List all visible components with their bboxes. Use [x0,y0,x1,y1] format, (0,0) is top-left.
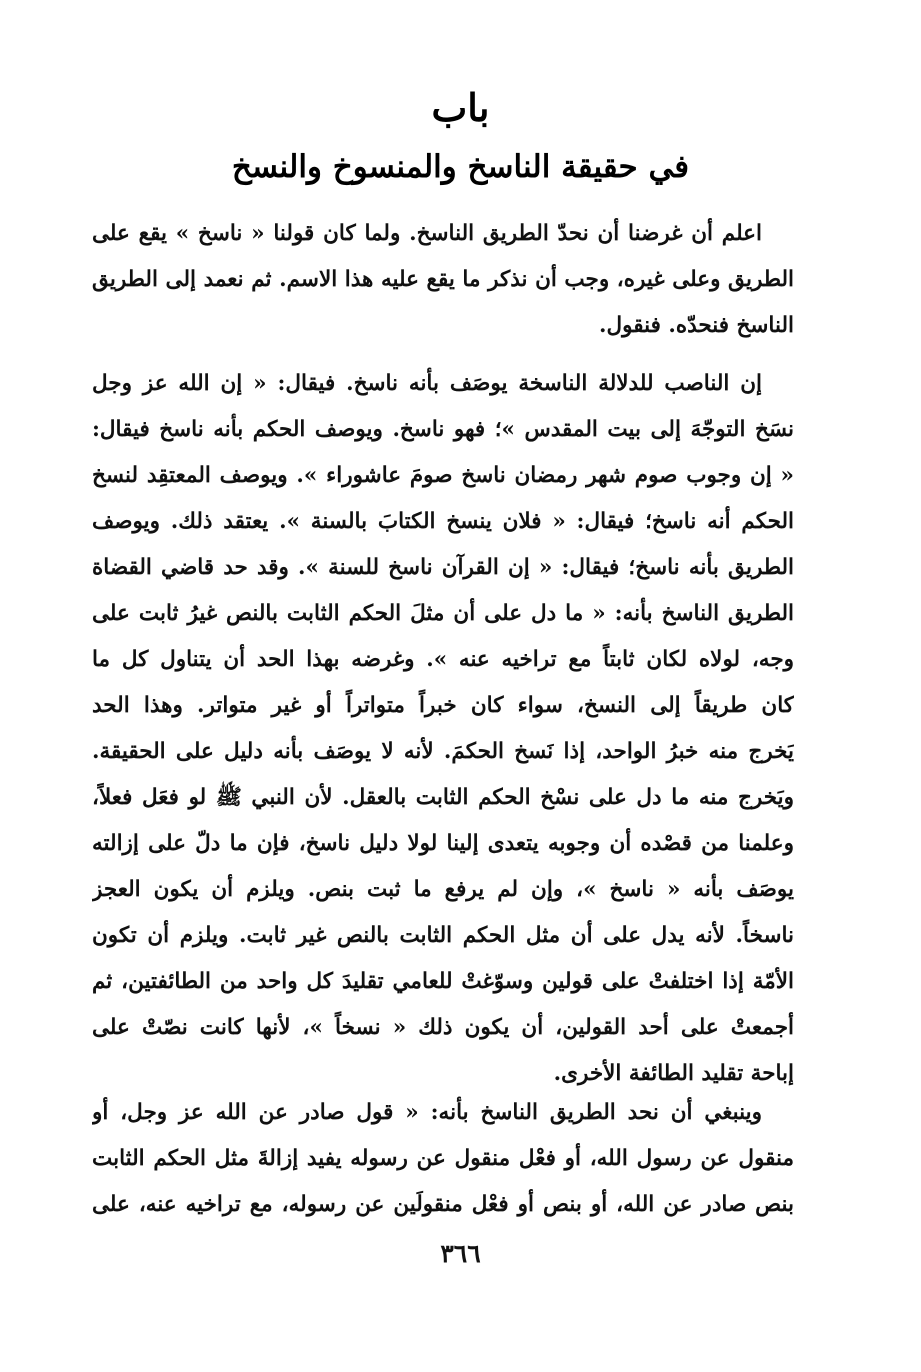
text-line: بنص صادر عن الله، أو بنص أو فعْل منقولَين عن رسوله، مع تراخيه عنه، على [92,1192,794,1217]
text-line: اعلم أن غرضنا أن نحدّ الطريق الناسخ. ولما كان قولنا « ناسخ » يقع على [92,221,762,246]
text-line: يوصَف بأنه « ناسخ »، وإن لم يرفع ما ثبت بنص. ويلزم أن يكون العجز [92,877,794,902]
text-line: نسَخ التوجّهَ إلى بيت المقدس »؛ فهو ناسخ. ويوصف الحكم بأنه ناسخ فيقال: [92,417,794,442]
text-line: « إن وجوب صوم شهر رمضان ناسخ صومَ عاشوراء ». ويوصف المعتقِد لنسخ [92,463,794,488]
text-line: إباحة تقليد الطائفة الأخرى. [553,1061,794,1086]
page-number: ٣٦٦ [440,1239,481,1268]
text-line: وجه، لولاه لكان ثابتاً مع تراخيه عنه ». وغرضه بهذا الحد أن يتناول كل ما [92,647,794,672]
text-line: يَخرج منه خبرُ الواحد، إذا نَسخ الحكمَ. لأنه لا يوصَف بأنه دليل على الحقيقة. [92,739,794,764]
text-line: الحكم أنه ناسخ؛ فيقال: « فلان ينسخ الكتابَ بالسنة ». يعتقد ذلك. ويوصف [92,509,794,534]
text-line: أجمعتْ على أحد القولين، أن يكون ذلك « نسخاً »، لأنها كانت نصّتْ على [92,1015,794,1040]
chapter-subtitle: في حقيقة الناسخ والمنسوخ والنسخ [231,149,690,185]
text-line: إن الناصب للدلالة الناسخة يوصَف بأنه ناسخ. فيقال: « إن الله عز وجل [92,371,762,396]
paragraph-1 [92,211,794,349]
text-line: ويَخرج منه ما دل على نسْخ الحكم الثابت بالعقل. لأن النبي ﷺ لو فعَل فعلاً، [92,785,794,810]
text-line: الطريق الناسخ بأنه: « ما دل على أن مثلَ الحكم الثابت بالنص غيرُ ثابت على [92,601,794,626]
text-line: ناسخاً. لأنه يدل على أن مثل الحكم الثابت بالنص غير ثابت. ويلزم أن تكون [92,923,794,948]
text-line: الناسخ فنحدّه. فنقول. [599,313,794,338]
paragraph-2 [92,361,794,1097]
text-line: الطريق بأنه ناسخ؛ فيقال: « إن القرآن ناسخ للسنة ». وقد حد قاضي القضاة [92,555,794,580]
paragraph-3 [92,1090,794,1228]
text-line: الطريق وعلى غيره، وجب أن نذكر ما يقع عليه هذا الاسم. ثم نعمد إلى الطريق [92,267,794,292]
chapter-heading: باب [431,85,490,130]
text-line: كان طريقاً إلى النسخ، سواء كان خبراً متواتراً أو غير متواتر. وهذا الحد [92,693,794,718]
text-line: وعلمنا من قصْده أن وجوبه يتعدى إلينا لولا دليل ناسخ، فإن ما دلّ على إزالته [92,831,794,856]
text-line: وينبغي أن نحد الطريق الناسخ بأنه: « قول صادر عن الله عز وجل، أو [92,1100,762,1125]
text-line: الأمّة إذا اختلفتْ على قولين وسوّغتْ للعامي تقليدَ كل واحد من الطائفتين، ثم [92,969,794,994]
text-line: منقول عن رسول الله، أو فعْل منقول عن رسوله يفيد إزالةَ مثل الحكم الثابت [92,1146,794,1171]
